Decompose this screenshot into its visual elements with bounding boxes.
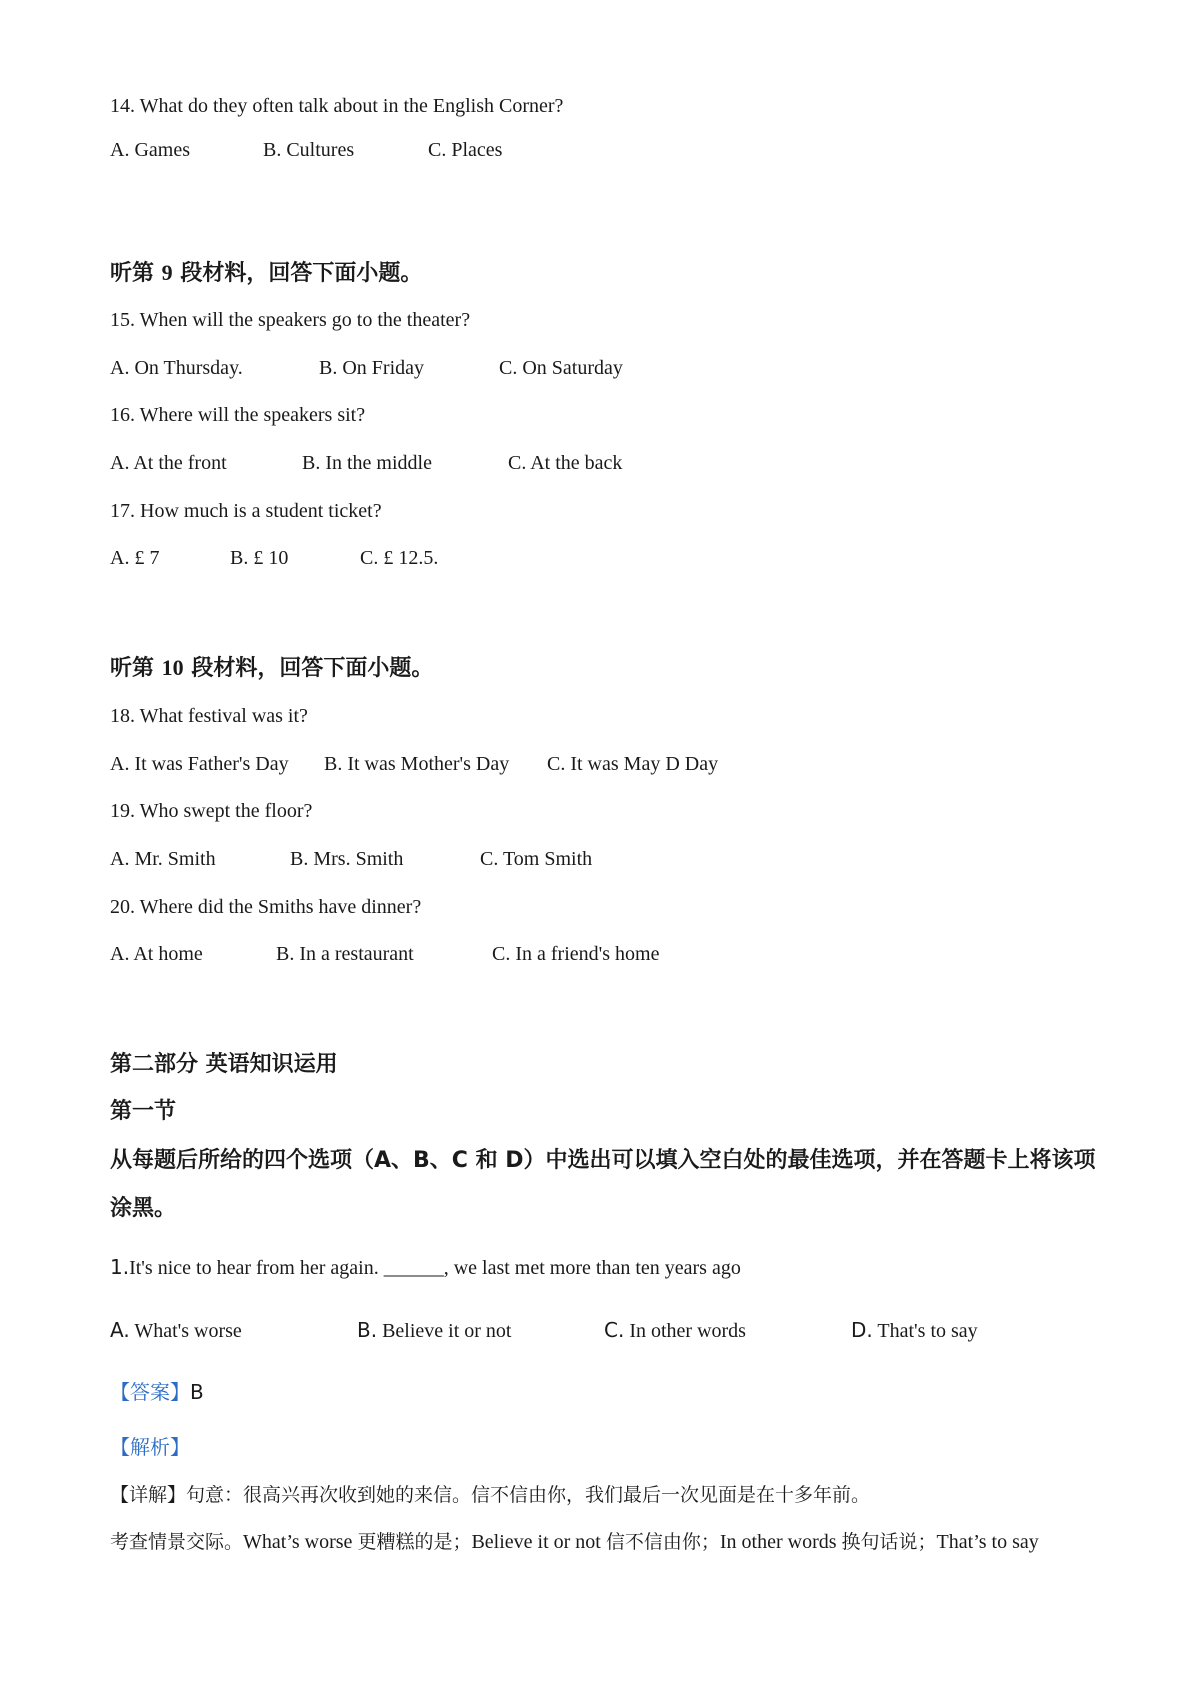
q1-option-c-text: In other words bbox=[624, 1320, 746, 1342]
q18-option-a: A. It was Father's Day bbox=[110, 753, 289, 775]
q17-option-c: C. £ 12.5. bbox=[360, 547, 439, 569]
q17-option-a: A. £ 7 bbox=[110, 547, 160, 569]
q14-option-c: C. Places bbox=[428, 139, 503, 161]
q18-option-b: B. It was Mother's Day bbox=[324, 753, 510, 775]
answer-value: B bbox=[190, 1380, 204, 1404]
analysis-seg-6: 换句话说； bbox=[841, 1531, 937, 1553]
detail-label: 【详解】 bbox=[110, 1484, 187, 1506]
question-14: 14. What do they often talk about in the English Corner? bbox=[110, 95, 564, 117]
analysis-explanation bbox=[110, 1528, 1039, 1556]
detail-line bbox=[110, 1481, 870, 1509]
q20-option-a: A. At home bbox=[110, 943, 203, 965]
question-18: 18. What festival was it? bbox=[110, 705, 308, 727]
analysis-seg-1: What’s worse bbox=[243, 1531, 358, 1553]
q16-option-a: A. At the front bbox=[110, 452, 227, 474]
q15-option-b: B. On Friday bbox=[319, 357, 424, 379]
q15-option-a: A. On Thursday. bbox=[110, 357, 243, 379]
q14-option-b: B. Cultures bbox=[263, 139, 355, 161]
q19-option-a: A. Mr. Smith bbox=[110, 848, 216, 870]
part-2-title: 第二部分 英语知识运用 bbox=[110, 1052, 338, 1077]
detail-text: 句意：很高兴再次收到她的来信。信不信由你，我们最后一次见面是在十多年前。 bbox=[186, 1484, 871, 1506]
q1-option-b bbox=[357, 1316, 512, 1345]
q1-option-c-letter: C. bbox=[604, 1318, 625, 1342]
q19-option-c: C. Tom Smith bbox=[480, 848, 593, 870]
section-9-heading-post: 段材料，回答下面小题。 bbox=[172, 261, 423, 286]
answer-line bbox=[110, 1378, 204, 1407]
q16-option-c: C. At the back bbox=[508, 452, 623, 474]
analysis-label: 【解析】 bbox=[110, 1435, 190, 1459]
question-17: 17. How much is a student ticket? bbox=[110, 500, 382, 522]
q1-option-a bbox=[110, 1316, 242, 1345]
question-20: 20. Where did the Smiths have dinner? bbox=[110, 896, 422, 918]
analysis-seg-0: 考查情景交际。 bbox=[110, 1531, 244, 1553]
question-1 bbox=[110, 1253, 741, 1282]
question-1-number: 1. bbox=[110, 1255, 130, 1279]
answer-label: 【答案】 bbox=[110, 1380, 190, 1404]
section-10-heading bbox=[110, 653, 433, 684]
analysis-label-line bbox=[110, 1433, 190, 1462]
q1-option-d bbox=[851, 1316, 978, 1345]
analysis-seg-2: 更糟糕的是； bbox=[357, 1531, 472, 1553]
section-10-heading-pre: 听第 bbox=[110, 656, 162, 681]
q1-option-b-text: Believe it or not bbox=[377, 1320, 512, 1342]
q1-option-c bbox=[604, 1316, 746, 1345]
part-2-instruction: 从每题后所给的四个选项（A、B、C 和 D）中选出可以填入空白处的最佳选项，并在答题卡上将该项涂黑。 bbox=[110, 1148, 1096, 1221]
analysis-seg-7: That’s to say bbox=[936, 1531, 1039, 1553]
analysis-seg-4: 信不信由你； bbox=[605, 1531, 720, 1553]
section-9-heading-pre: 听第 bbox=[110, 261, 162, 286]
analysis-seg-5: In other words bbox=[719, 1531, 842, 1553]
q1-option-a-letter: A. bbox=[110, 1318, 130, 1342]
q20-option-c: C. In a friend's home bbox=[492, 943, 660, 965]
q16-option-b: B. In the middle bbox=[302, 452, 432, 474]
q1-option-d-text: That's to say bbox=[872, 1320, 978, 1342]
q1-option-b-letter: B. bbox=[357, 1318, 378, 1342]
question-15: 15. When will the speakers go to the theater? bbox=[110, 309, 471, 331]
section-9-heading-num: 9 bbox=[161, 260, 173, 285]
q19-option-b: B. Mrs. Smith bbox=[290, 848, 404, 870]
q18-option-c: C. It was May D Day bbox=[547, 753, 719, 775]
q20-option-b: B. In a restaurant bbox=[276, 943, 414, 965]
question-19: 19. Who swept the floor? bbox=[110, 800, 313, 822]
question-1-text: It's nice to hear from her again. ______, we last met more than ten years ago bbox=[129, 1257, 741, 1279]
q15-option-c: C. On Saturday bbox=[499, 357, 623, 379]
part-2-section-title: 第一节 bbox=[110, 1099, 177, 1124]
q14-option-a: A. Games bbox=[110, 139, 190, 161]
q1-option-d-letter: D. bbox=[851, 1318, 873, 1342]
q17-option-b: B. £ 10 bbox=[230, 547, 289, 569]
section-10-heading-post: 段材料，回答下面小题。 bbox=[183, 656, 434, 681]
question-16: 16. Where will the speakers sit? bbox=[110, 404, 366, 426]
section-9-heading bbox=[110, 258, 422, 289]
section-10-heading-num: 10 bbox=[161, 655, 184, 680]
analysis-seg-3: Believe it or not bbox=[471, 1531, 606, 1553]
q1-option-a-text: What's worse bbox=[129, 1320, 242, 1342]
